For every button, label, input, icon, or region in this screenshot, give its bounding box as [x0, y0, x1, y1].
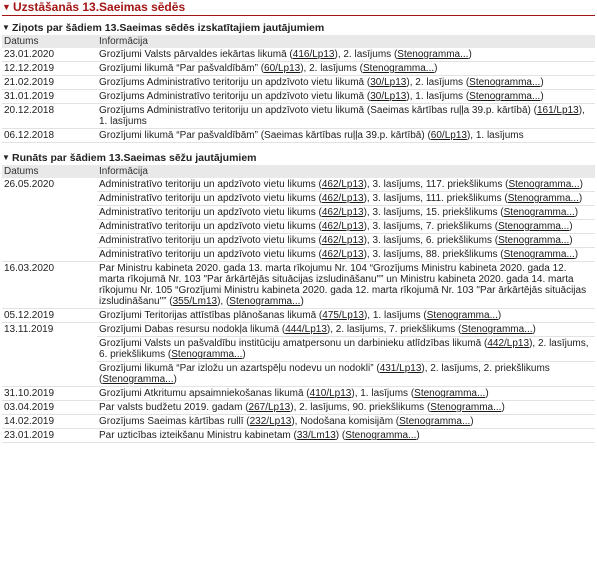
info-text: ), 3. lasījums, 117. priekšlikums (	[363, 179, 509, 190]
section-title: Runāts par šādiem 13.Saeimas sēžu jautājumiem	[12, 152, 257, 164]
column-header-date: Datums	[2, 35, 97, 48]
row-info	[97, 234, 595, 248]
table-row	[2, 401, 595, 415]
row-info	[97, 415, 595, 429]
info-text: Administratīvo teritoriju un apdzīvoto vietu likums (	[99, 179, 322, 190]
row-date: 31.01.2019	[2, 90, 97, 104]
table-row	[2, 415, 595, 429]
row-info	[97, 76, 595, 90]
document-link[interactable]: 161/Lp13	[536, 105, 579, 116]
info-text: Administratīvo teritoriju un apdzīvoto vietu likums (	[99, 221, 322, 232]
info-text: )	[485, 388, 489, 399]
stenogram-link[interactable]: Stenogramma...	[503, 249, 575, 260]
row-date: 05.12.2019	[2, 309, 97, 323]
info-text: ), 1. lasījums	[466, 130, 524, 141]
row-info	[97, 362, 595, 387]
page-title: Uzstāšanās 13.Saeimas sēdēs	[13, 0, 186, 14]
info-text: Administratīvo teritoriju un apdzīvoto vietu likums (	[99, 249, 322, 260]
row-date	[2, 206, 97, 220]
document-link[interactable]: 444/Lp13	[285, 324, 327, 335]
info-text: ), 3. lasījums, 88. priekšlikums (	[363, 249, 504, 260]
table-header-row	[2, 35, 595, 48]
row-date: 16.03.2020	[2, 262, 97, 309]
spoken-section	[2, 152, 595, 443]
column-header-info: Informācija	[97, 165, 595, 178]
document-link[interactable]: 60/Lp13	[264, 63, 301, 74]
table-row	[2, 129, 595, 143]
row-date: 12.12.2019	[2, 62, 97, 76]
info-text: )	[569, 235, 573, 246]
stenogram-link[interactable]: Stenogramma...	[171, 349, 243, 360]
info-text: ), 2. lasījums, 7. priekšlikums (	[326, 324, 462, 335]
info-text: Administratīvo teritoriju un apdzīvoto vietu likums (	[99, 235, 322, 246]
table-row	[2, 192, 595, 206]
info-text: )	[300, 296, 304, 307]
section-title: Ziņots par šādiem 13.Saeimas sēdēs izskatītajiem jautājumiem	[12, 22, 325, 34]
row-info	[97, 401, 595, 415]
info-text: Par uzticības izteikšanu Ministru kabinetam (	[99, 430, 297, 441]
table-row	[2, 104, 595, 129]
info-text: ), (	[217, 296, 230, 307]
row-info	[97, 220, 595, 234]
stenogram-link[interactable]: Stenogramma...	[508, 179, 580, 190]
row-date	[2, 248, 97, 262]
info-text: ), 3. lasījums, 7. priekšlikums (	[363, 221, 499, 232]
row-date: 21.02.2019	[2, 76, 97, 90]
stenogram-link[interactable]: Stenogramma...	[469, 77, 541, 88]
spoken-section-header[interactable]	[2, 152, 595, 164]
document-link[interactable]: 462/Lp13	[321, 249, 364, 260]
table-row	[2, 429, 595, 443]
collapse-arrow-icon[interactable]: ▼	[2, 153, 10, 162]
table-row	[2, 62, 595, 76]
row-date: 06.12.2018	[2, 129, 97, 143]
stenogram-link[interactable]: Stenogramma...	[503, 207, 575, 218]
table-row	[2, 90, 595, 104]
table-row	[2, 48, 595, 62]
info-text: )	[574, 249, 579, 260]
document-link[interactable]: 60/Lp13	[430, 130, 467, 141]
row-info	[97, 429, 595, 443]
document-link[interactable]: 30/Lp13	[370, 77, 407, 88]
stenogram-link[interactable]: Stenogramma...	[498, 235, 570, 246]
table-header-row	[2, 165, 595, 178]
document-link[interactable]: 462/Lp13	[321, 221, 364, 232]
info-text: Administratīvo teritoriju un apdzīvoto vietu likums (	[99, 193, 322, 204]
stenogram-link[interactable]: Stenogramma...	[430, 402, 502, 413]
info-text: ), 2. lasījums (	[406, 77, 470, 88]
reported-section-header[interactable]	[2, 22, 595, 34]
info-text: ), 2. lasījums (	[334, 49, 398, 60]
stenogram-link[interactable]: Stenogramma...	[426, 310, 498, 321]
stenogram-link[interactable]: Stenogramma...	[414, 388, 486, 399]
document-link[interactable]: 431/Lp13	[379, 363, 422, 374]
spoken-table-body	[2, 178, 595, 443]
row-date: 20.12.2018	[2, 104, 97, 129]
row-info	[97, 62, 595, 76]
info-text: Grozījumi Teritorijas attīstības plānošanas likumā (	[99, 310, 323, 321]
row-info	[97, 387, 595, 401]
document-link[interactable]: 232/Lp13	[249, 416, 292, 427]
row-info	[97, 90, 595, 104]
info-text: Grozījumi likumā “Par izložu un azartspēļu nodevu un nodokli” (	[99, 363, 380, 374]
table-row	[2, 387, 595, 401]
reported-table-body	[2, 48, 595, 143]
info-text: ), 1. lasījums (	[351, 388, 415, 399]
info-text: ), 2. lasījums (	[300, 63, 363, 74]
info-text: Grozījums Administratīvo teritoriju un apdzīvoto vietu likumā (	[99, 91, 371, 102]
info-text: )	[173, 374, 177, 385]
info-text: Grozījumi Valsts un pašvaldību institūciju amatpersonu un darbinieku atlīdzības likumā (	[99, 338, 488, 349]
document-link[interactable]: 462/Lp13	[321, 235, 364, 246]
info-text: Grozījums Administratīvo teritoriju un apdzīvoto vietu likumā (Saeimas kārtības ruļļa 39.p. kārtībā) (	[99, 105, 537, 116]
spoken-table	[2, 165, 595, 443]
table-row	[2, 309, 595, 323]
stenogram-link[interactable]: Stenogramma...	[461, 324, 533, 335]
info-text: )	[579, 179, 583, 190]
stenogram-link[interactable]: Stenogramma...	[507, 193, 579, 204]
document-link[interactable]: 355/Lm13	[172, 296, 218, 307]
stenogram-link[interactable]: Stenogramma...	[469, 91, 541, 102]
info-text: )	[540, 77, 544, 88]
document-link[interactable]: 462/Lp13	[321, 207, 364, 218]
row-date	[2, 192, 97, 206]
document-link[interactable]: 33/Lm13	[296, 430, 336, 441]
info-text: ), 1. lasījums (	[406, 91, 470, 102]
info-text: ), 2. lasījums, 90. priekšlikums (	[290, 402, 431, 413]
row-date: 03.04.2019	[2, 401, 97, 415]
info-text: )	[416, 430, 420, 441]
row-date: 14.02.2019	[2, 415, 97, 429]
table-row	[2, 206, 595, 220]
info-text: Par valsts budžetu 2019. gadam (	[99, 402, 249, 413]
table-row	[2, 362, 595, 387]
info-text: ), 3. lasījums, 111. priekšlikums (	[363, 193, 508, 204]
document-link[interactable]: 416/Lp13	[292, 49, 335, 60]
row-info	[97, 48, 595, 62]
info-text: )	[532, 324, 536, 335]
info-text: )	[501, 402, 505, 413]
row-info	[97, 104, 595, 129]
info-text: ), 1. lasījums (	[363, 310, 427, 321]
document-link[interactable]: 442/Lp13	[487, 338, 530, 349]
document-link[interactable]: 267/Lp13	[248, 402, 291, 413]
column-header-date: Datums	[2, 165, 97, 178]
info-text: )	[470, 416, 474, 427]
info-text: ), 2. lasījums, 6. priekšlikums (	[99, 338, 589, 360]
table-row	[2, 337, 595, 362]
info-text: Grozījumi Dabas resursu nodokļa likumā (	[99, 324, 286, 335]
table-row	[2, 234, 595, 248]
row-date: 13.11.2019	[4, 324, 54, 335]
info-text: Grozījums Saeimas kārtības rullī (	[99, 416, 250, 427]
row-info	[97, 192, 595, 206]
row-date: 23.01.2020	[2, 48, 97, 62]
info-text: Administratīvo teritoriju un apdzīvoto vietu likums (	[99, 207, 322, 218]
table-row	[2, 178, 595, 192]
table-row	[2, 248, 595, 262]
row-date: 31.10.2019	[2, 387, 97, 401]
table-row	[2, 220, 595, 234]
row-date	[2, 234, 97, 248]
info-text: )	[578, 193, 583, 204]
row-info	[97, 309, 595, 323]
row-date: 26.05.2020	[4, 179, 55, 190]
info-text: ), 3. lasījums, 6. priekšlikums (	[363, 235, 499, 246]
info-text: )	[242, 349, 246, 360]
column-header-info: Informācija	[97, 35, 595, 48]
info-text: )	[569, 221, 573, 232]
document-link[interactable]: 30/Lp13	[370, 91, 407, 102]
row-info	[97, 262, 595, 309]
info-text: Grozījumi likumā “Par pašvaldībām” (	[99, 63, 265, 74]
reported-table	[2, 35, 595, 143]
info-text: Grozījumi Valsts pārvaldes iekārtas likumā (	[99, 49, 293, 60]
info-text: ) (	[335, 430, 346, 441]
info-text: Grozījumi likumā “Par pašvaldībām” (Saeimas kārtības ruļļa 39.p. kārtībā) (	[99, 130, 431, 141]
info-text: )	[434, 63, 438, 74]
table-row	[2, 262, 595, 309]
info-text: ), 2. lasījums, 2. priekšlikums (	[99, 363, 550, 385]
info-text: Grozījumi Atkritumu apsaimniekošanas likumā (	[99, 388, 310, 399]
main-title-bar[interactable]	[2, 0, 595, 16]
stenogram-link[interactable]: Stenogramma...	[498, 221, 570, 232]
info-text: )	[574, 207, 579, 218]
row-date	[2, 337, 97, 362]
stenogram-link[interactable]: Stenogramma...	[102, 374, 174, 385]
collapse-arrow-icon[interactable]: ▼	[2, 23, 10, 32]
table-row	[2, 76, 595, 90]
stenogram-link[interactable]: Stenogramma...	[399, 416, 471, 427]
table-row	[2, 323, 595, 337]
row-info	[97, 248, 595, 262]
collapse-arrow-icon[interactable]: ▼	[2, 2, 11, 12]
document-link[interactable]: 462/Lp13	[321, 179, 364, 190]
info-text: )	[497, 310, 502, 321]
info-text: ), 3. lasījums, 15. priekšlikums (	[363, 207, 504, 218]
info-text: Par Ministru kabineta 2020. gada 13. marta rīkojumu Nr. 104 “Grozījums Ministru kabineta 2020. gada 12. marta rīkojumā Nr. 103 "Par ārkārtējās situācijas izsludināšanu"” un Ministru kabineta 2020. gada 14. marta rīkojumu Nr. 105 “Grozījumi Ministru kabineta 2020. gada 12. marta rīkojumā Nr. 103 "Par ārkārtējās situācijas izsludināšanu"” (	[99, 263, 587, 307]
stenogram-link[interactable]: Stenogramma...	[229, 296, 301, 307]
document-link[interactable]: 475/Lp13	[322, 310, 364, 321]
info-text: )	[540, 91, 544, 102]
row-info	[97, 129, 595, 143]
info-text: )	[468, 49, 472, 60]
row-info	[97, 337, 595, 362]
stenogram-link[interactable]: Stenogramma...	[345, 430, 417, 441]
row-date: 23.01.2019	[2, 429, 97, 443]
row-info	[97, 178, 595, 192]
info-text: ), Nodošana komisijām (	[291, 416, 400, 427]
reported-section	[2, 22, 595, 143]
row-date	[2, 220, 97, 234]
info-text: Grozījums Administratīvo teritoriju un apdzīvoto vietu likumā (	[99, 77, 371, 88]
row-info	[97, 323, 595, 337]
info-text: ), 1. lasījums	[99, 105, 585, 127]
stenogram-link[interactable]: Stenogramma...	[363, 63, 435, 74]
row-info	[97, 206, 595, 220]
row-date	[2, 362, 97, 387]
document-link[interactable]: 410/Lp13	[309, 388, 352, 399]
stenogram-link[interactable]: Stenogramma...	[397, 49, 469, 60]
document-link[interactable]: 462/Lp13	[321, 193, 364, 204]
